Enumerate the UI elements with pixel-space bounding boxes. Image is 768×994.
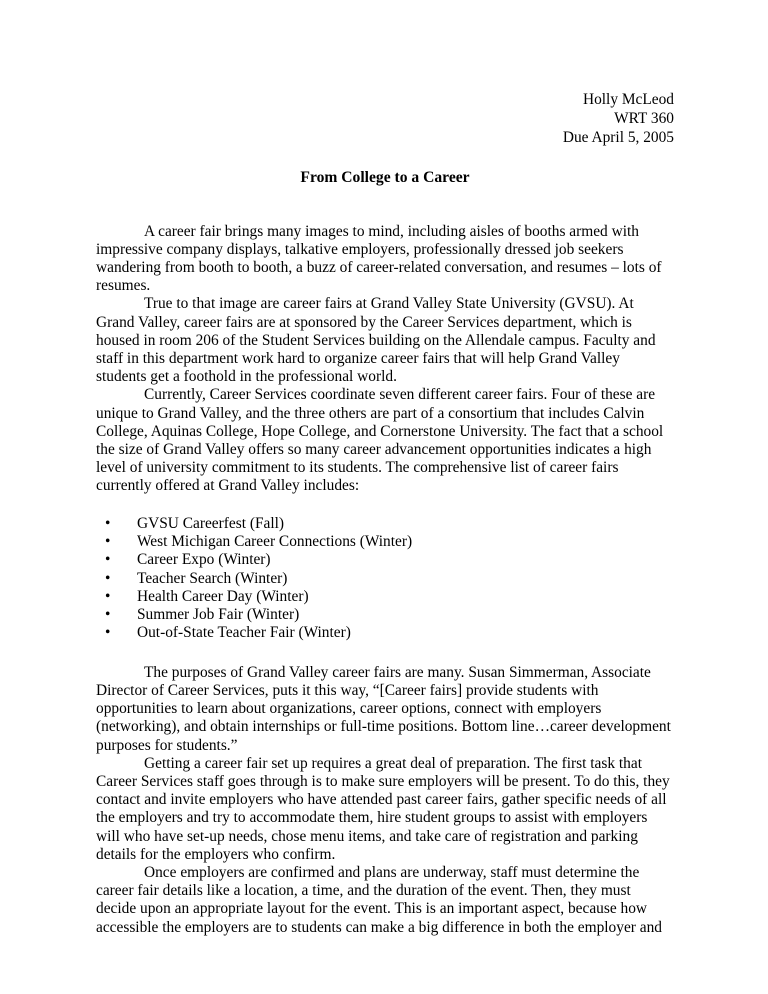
list-item-text: Out-of-State Teacher Fair (Winter) bbox=[137, 624, 351, 642]
list-item-text: Health Career Day (Winter) bbox=[137, 587, 309, 605]
list-item-text: Teacher Search (Winter) bbox=[137, 569, 288, 587]
list-item bbox=[96, 624, 674, 642]
bullet-icon: • bbox=[105, 551, 111, 569]
list-item bbox=[96, 570, 674, 588]
due-date: Due April 5, 2005 bbox=[562, 128, 674, 146]
bullet-icon: • bbox=[105, 587, 111, 605]
list-item bbox=[96, 588, 674, 606]
list-item bbox=[96, 551, 674, 569]
bullet-icon: • bbox=[105, 514, 111, 532]
bullet-icon: • bbox=[105, 624, 111, 642]
paragraph-current: Currently, Career Services coordinate seven different career fairs. Four of these are unique to Grand Valley, and the three others are part of a consortium that includes Calvin College, Aquinas College, Hope College, and Cornerstone University. The fact that a school the size of Grand Valley offers so many career advancement opportunities indicates a high level of university commitment to its students. The comprehensive list of career fairs currently offered at Grand Valley includes: bbox=[96, 386, 664, 495]
paragraph-preparation: Getting a career fair set up requires a great deal of preparation. The first task that Career Services staff goes through is to make sure employers will be present. To do this, they contact and invite employers who have attended past career fairs, gather specific needs of all the employers and try to accommodate them, hire student groups to assist with employers will who have set-up needs, chose menu items, and take care of registration and parking details for the employers who confirm. bbox=[96, 754, 670, 863]
document-header bbox=[96, 91, 674, 147]
title-spacer bbox=[96, 188, 674, 223]
paragraph-details: Once employers are confirmed and plans are underway, staff must determine the career fair details like a location, a time, and the duration of the event. Then, they must decide upon an appropriate layout for the event. This is an important aspect, because how accessible the employers are to students can make a big difference in both the employer and bbox=[96, 863, 662, 936]
course-code: WRT 360 bbox=[614, 109, 674, 127]
document-title: From College to a Career bbox=[300, 169, 470, 187]
list-item-text: Career Expo (Winter) bbox=[137, 551, 271, 569]
author-name: Holly McLeod bbox=[582, 91, 674, 108]
paragraph-purposes: The purposes of Grand Valley career fairs are many. Susan Simmerman, Associate Director of Career Services, puts it this way, “[Career fairs] provide students with opportunities to learn about organizations, career options, connect with employers (networking), and obtain internships or full-time positions. Bottom line…career development purposes for students.” bbox=[96, 663, 671, 754]
paragraph-intro: A career fair brings many images to mind, including aisles of booths armed with impressive company displays, talkative employers, professionally dressed job seekers wandering from booth to booth, a buzz of career-related conversation, and resumes – lots of resumes. bbox=[96, 222, 662, 295]
list-item-text: GVSU Careerfest (Fall) bbox=[137, 514, 285, 532]
list-item bbox=[96, 515, 674, 533]
bullet-icon: • bbox=[105, 606, 111, 624]
bullet-icon: • bbox=[105, 532, 111, 550]
list-item-text: West Michigan Career Connections (Winter) bbox=[137, 532, 413, 550]
document-page bbox=[96, 0, 674, 937]
paragraph-gvsu: True to that image are career fairs at Grand Valley State University (GVSU). At Grand Valley, career fairs are at sponsored by the Career Services department, which is housed in room 206 of the Student Services building on the Allendale campus. Faculty and staff in this department work hard to organize career fairs that will help Grand Valley students get a foothold in the professional world. bbox=[96, 295, 656, 386]
career-fair-list bbox=[96, 515, 674, 643]
list-item-text: Summer Job Fair (Winter) bbox=[137, 606, 300, 624]
list-item bbox=[96, 533, 674, 551]
bullet-icon: • bbox=[105, 569, 111, 587]
list-item bbox=[96, 606, 674, 624]
